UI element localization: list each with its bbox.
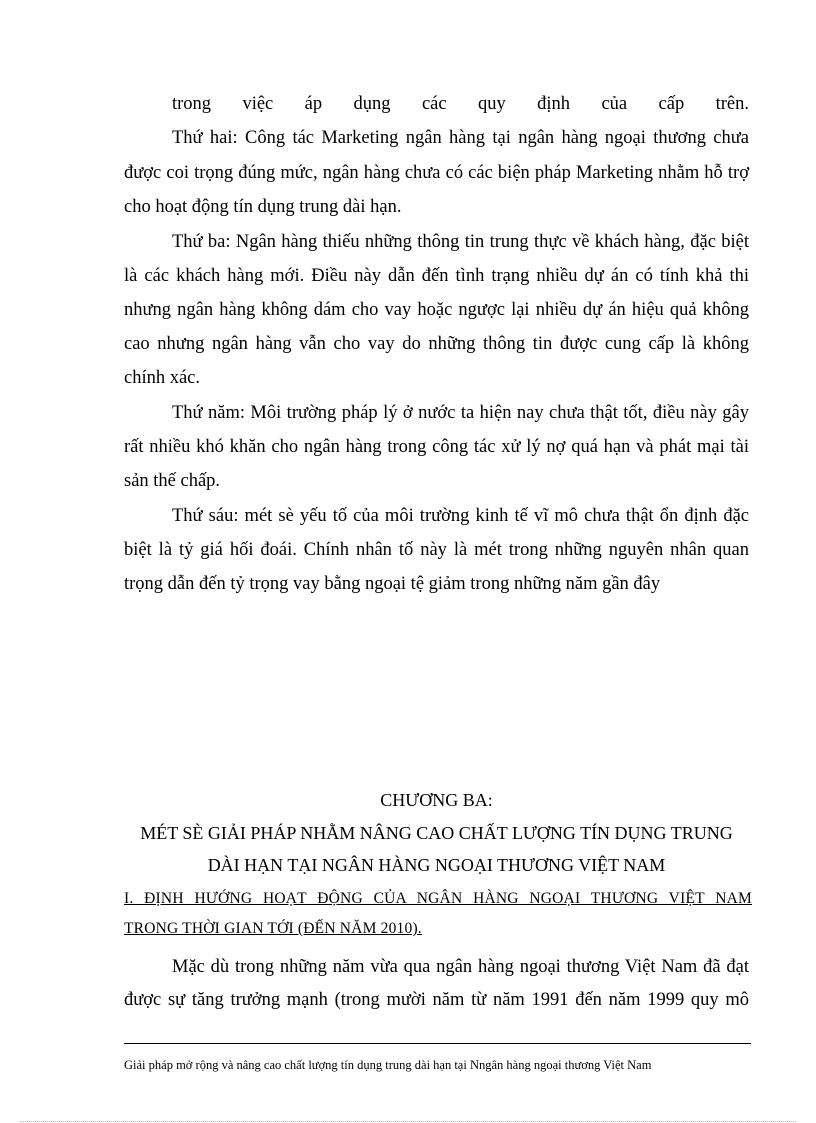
body-line: Thứ hai: Công tác Marketing ngân hàng tại ngân hàng ngoại thương chưa: [172, 128, 749, 148]
body-line: được sự tăng trưởng mạnh (trong mười năm từ năm 1991 đến năm 1999 quy mô: [124, 990, 749, 1010]
page-bottom-edge: [20, 1121, 796, 1122]
body-line: rất nhiều khó khăn cho ngân hàng trong công tác xử lý nợ quá hạn và phát mại tài: [124, 437, 749, 457]
section-heading-line-2: TRONG THỜI GIAN TỚI (ĐẾN NĂM 2010).: [124, 920, 422, 937]
body-line: chính xác.: [124, 368, 201, 388]
body-line: biệt là tỷ giá hối đoái. Chính nhân tố này là mét trong những nguyên nhân quan: [124, 540, 749, 560]
chapter-title-line-2: DÀI HẠN TẠI NGÂN HÀNG NGOẠI THƯƠNG VIỆT NAM: [207, 855, 666, 875]
body-line: Thứ sáu: mét sè yếu tố của môi trường kinh tế vĩ mô chưa thật ổn định đặc: [172, 506, 749, 526]
chapter-title-line-1: MÉT SÈ GIẢI PHÁP NHẰM NÂNG CAO CHẤT LƯỢNG TÍN DỤNG TRUNG: [140, 823, 733, 843]
body-line: là các khách hàng mới. Điều này dẫn đến tình trạng nhiều dự án có tính khả thi: [124, 266, 749, 286]
chapter-label: CHƯƠNG BA:: [380, 790, 493, 810]
footer-text: Giải pháp mở rộng và nâng cao chất lượng tín dụng trung dài hạn tại Nngân hàng ngoại thương Việt Nam: [124, 1058, 652, 1072]
footer-divider: [124, 1043, 751, 1044]
body-line: trong việc áp dụng các quy định của cấp trên.: [172, 94, 749, 114]
body-line: Thứ năm: Môi trường pháp lý ở nước ta hiện nay chưa thật tốt, điều này gây: [172, 403, 749, 423]
body-line: cho hoạt động tín dụng trung dài hạn.: [124, 197, 402, 217]
section-heading-line-1: I. ĐỊNH HƯỚNG HOẠT ĐỘNG CỦA NGÂN HÀNG NGOẠI THƯƠNG VIỆT NAM: [124, 890, 752, 907]
body-line: sản thế chấp.: [124, 471, 221, 491]
body-line: Thứ ba: Ngân hàng thiếu những thông tin trung thực về khách hàng, đặc biệt: [172, 232, 749, 252]
body-line: cao nhưng ngân hàng vẫn cho vay do những thông tin được cung cấp là không: [124, 334, 749, 354]
body-line: trọng dẫn đến tỷ trọng vay bằng ngoại tệ giảm trong những năm gần đây: [124, 574, 661, 594]
body-line: Mặc dù trong những năm vừa qua ngân hàng ngoại thương Việt Nam đã đạt: [172, 957, 749, 977]
body-line: nhưng ngân hàng không dám cho vay hoặc ngược lại nhiều dự án hiệu quả không: [124, 300, 749, 320]
body-line: được coi trọng đúng mức, ngân hàng chưa có các biện pháp Marketing nhằm hỗ trợ: [124, 163, 749, 183]
